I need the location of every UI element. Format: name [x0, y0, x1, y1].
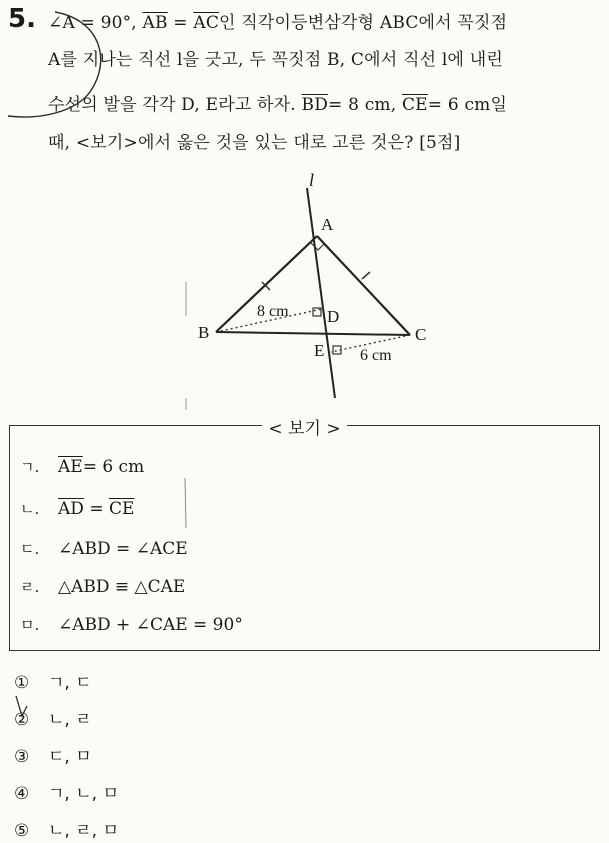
label-b: B [198, 323, 210, 342]
triangle-diagram [0, 170, 609, 410]
question-number: 5. [8, 4, 36, 34]
choice-2[interactable]: ② ㄴ, ㄹ [14, 710, 92, 730]
label-a: A [321, 215, 334, 234]
bogi-item-1: ㄱ. $\overline{AE}= 6$ cm [20, 457, 145, 477]
bogi-item-3: ㄷ. ∠ABD = ∠ACE [20, 539, 188, 559]
bogi-item-5: ㅁ. ∠ABD + ∠CAE = 90° [20, 615, 243, 635]
question-line-2: A를 지나는 직선 l을 긋고, 두 꼭짓점 B, C에서 직선 l에 내린 [48, 50, 503, 70]
choice-1[interactable]: ① ㄱ, ㄷ [14, 673, 92, 693]
choice-5[interactable]: ⑤ ㄴ, ㄹ, ㅁ [14, 821, 119, 841]
label-d: D [327, 307, 340, 326]
segment-bd: $\overline{BD}$ [301, 95, 329, 115]
tick-ac [362, 272, 370, 279]
question-line-4: 때, <보기>에서 옳은 것을 있는 대로 고른 것은? [5점] [48, 133, 461, 153]
bogi-item-2: ㄴ. $\overline{AD} = \overline{CE}$ [20, 499, 135, 519]
segment-ac: $\overline{AC}$ [193, 13, 220, 33]
question-line-1: ∠A = 90°, $\overline{AB} = \overline{AC}$인 직각이등변삼각형 ABC에서 꼭짓점 [48, 13, 508, 33]
question-line-3: 수선의 발을 각각 D, E라고 하자. $\overline{BD}= 8$ cm, $\overline{CE}= 6$ cm일 [48, 95, 508, 115]
label-bd-length: 8 cm [257, 303, 289, 320]
bogi-item-4: ㄹ. △ABD ≡ △CAE [20, 577, 186, 597]
label-e: E [314, 341, 325, 360]
bogi-box [9, 425, 600, 651]
choice-3[interactable]: ③ ㄷ, ㅁ [14, 747, 92, 767]
bogi-title: < 보기 > [0, 414, 609, 439]
label-ce-length: 6 cm [360, 347, 392, 364]
choice-4[interactable]: ④ ㄱ, ㄴ, ㅁ [14, 784, 119, 804]
segment-ce: $\overline{CE}$ [401, 95, 428, 115]
label-l: l [309, 170, 315, 190]
label-c: C [415, 325, 427, 344]
side-bc [216, 332, 410, 335]
segment-ab: $\overline{AB}$ [142, 13, 168, 33]
